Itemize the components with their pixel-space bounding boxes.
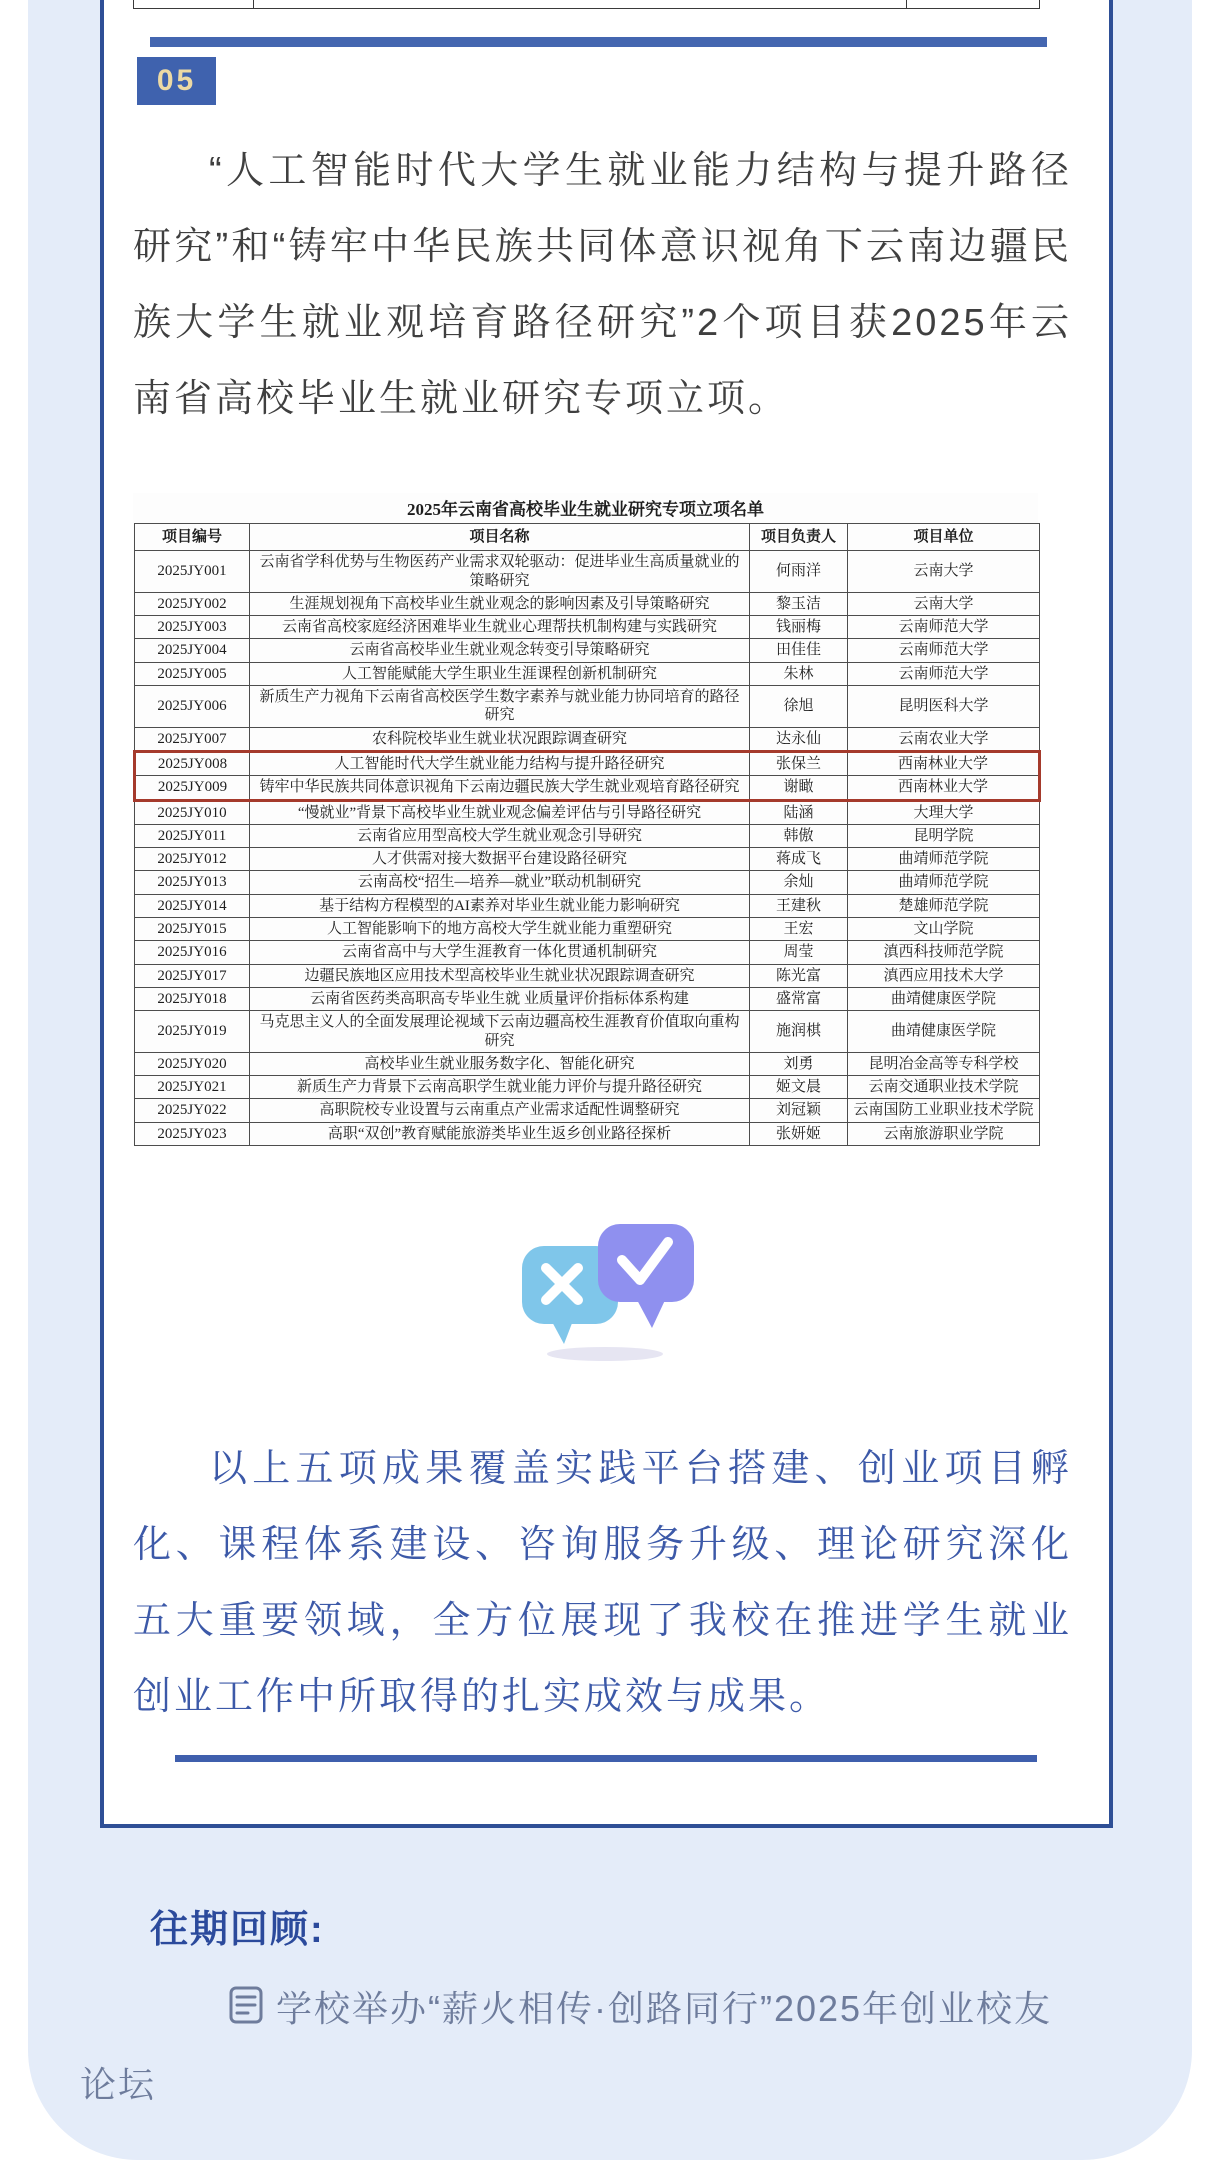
project-id-cell: 2025JY023 (135, 1122, 250, 1145)
project-org-cell: 滇西科技师范学院 (848, 941, 1040, 964)
document-icon (154, 1977, 264, 2049)
project-leader-cell: 达永仙 (750, 727, 848, 751)
project-org-cell: 西南林业大学 (848, 776, 1040, 800)
project-org-cell: 曲靖健康医学院 (848, 1011, 1040, 1053)
project-org-cell: 楚雄师范学院 (848, 894, 1040, 917)
project-leader-cell: 周莹 (750, 941, 848, 964)
table-row (135, 639, 1040, 662)
project-name-cell: 农科院校毕业生就业状况跟踪调查研究 (250, 727, 750, 751)
projects-table (133, 523, 1041, 1146)
project-id-cell: 2025JY011 (135, 824, 250, 847)
icon-shadow (547, 1347, 663, 1361)
table-title: 2025年云南省高校毕业生就业研究专项立项名单 (407, 500, 764, 519)
section-number-badge: 05 (137, 57, 216, 105)
project-org-cell: 文山学院 (848, 918, 1040, 941)
project-name-cell: 云南省应用型高校大学生就业观念引导研究 (250, 824, 750, 847)
project-id-cell: 2025JY004 (135, 639, 250, 662)
project-id-cell: 2025JY018 (135, 987, 250, 1010)
project-leader-cell: 张保兰 (750, 751, 848, 775)
project-id-cell: 2025JY013 (135, 871, 250, 894)
project-org-cell: 滇西应用技术大学 (848, 964, 1040, 987)
project-name-cell: 云南省高校毕业生就业观念转变引导策略研究 (250, 639, 750, 662)
table-row (135, 918, 1040, 941)
project-leader-cell: 刘勇 (750, 1052, 848, 1075)
column-header: 项目单位 (848, 524, 1040, 551)
table-row (135, 686, 1040, 728)
table-row (135, 1011, 1040, 1053)
project-name-cell: 基于结构方程模型的AI素养对毕业生就业能力影响研究 (250, 894, 750, 917)
project-org-cell: 昆明学院 (848, 824, 1040, 847)
table-row (135, 964, 1040, 987)
project-org-cell: 昆明医科大学 (848, 686, 1040, 728)
table-row (135, 592, 1040, 615)
project-name-cell: 人工智能影响下的地方高校大学生就业能力重塑研究 (250, 918, 750, 941)
project-org-cell: 云南农业大学 (848, 727, 1040, 751)
previous-table-remnant (133, 0, 1040, 9)
project-id-cell: 2025JY020 (135, 1052, 250, 1075)
project-org-cell: 大理大学 (848, 800, 1040, 824)
content-card (100, 0, 1113, 1828)
project-leader-cell: 陆涵 (750, 800, 848, 824)
project-id-cell: 2025JY021 (135, 1076, 250, 1099)
table-row (135, 1052, 1040, 1075)
project-leader-cell: 王宏 (750, 918, 848, 941)
project-name-cell: 高职院校专业设置与云南重点产业需求适配性调整研究 (250, 1099, 750, 1122)
previous-posts-heading: 往期回顾: (150, 1909, 325, 1952)
project-org-cell: 云南师范大学 (848, 616, 1040, 639)
project-org-cell: 曲靖师范学院 (848, 848, 1040, 871)
project-leader-cell: 韩傲 (750, 824, 848, 847)
project-leader-cell: 王建秋 (750, 894, 848, 917)
project-org-cell: 昆明冶金高等专科学校 (848, 1052, 1040, 1075)
previous-post-link[interactable] (80, 1973, 1065, 2121)
previous-posts-section (28, 1828, 1192, 2121)
projects-table-image (133, 493, 1038, 1146)
project-leader-cell: 盛常富 (750, 987, 848, 1010)
project-org-cell: 云南师范大学 (848, 662, 1040, 685)
project-leader-cell: 余灿 (750, 871, 848, 894)
table-row (135, 727, 1040, 751)
project-org-cell: 云南国防工业职业技术学院 (848, 1099, 1040, 1122)
project-id-cell: 2025JY010 (135, 800, 250, 824)
table-row (135, 751, 1040, 775)
project-id-cell: 2025JY017 (135, 964, 250, 987)
project-org-cell: 曲靖师范学院 (848, 871, 1040, 894)
project-name-cell: 云南省高校家庭经济困难毕业生就业心理帮扶机制构建与实践研究 (250, 616, 750, 639)
table-row (135, 941, 1040, 964)
project-leader-cell: 徐旭 (750, 686, 848, 728)
project-leader-cell: 田佳佳 (750, 639, 848, 662)
table-row (135, 776, 1040, 800)
project-id-cell: 2025JY015 (135, 918, 250, 941)
table-row (135, 662, 1040, 685)
project-org-cell: 云南大学 (848, 551, 1040, 593)
table-row (135, 824, 1040, 847)
project-name-cell: 生涯规划视角下高校毕业生就业观念的影响因素及引导策略研究 (250, 592, 750, 615)
project-name-cell: 高职“双创”教育赋能旅游类毕业生返乡创业路径探析 (250, 1122, 750, 1145)
project-leader-cell: 刘冠颖 (750, 1099, 848, 1122)
project-id-cell: 2025JY019 (135, 1011, 250, 1053)
project-id-cell: 2025JY007 (135, 727, 250, 751)
project-leader-cell: 陈光富 (750, 964, 848, 987)
project-name-cell: 云南省医药类高职高专毕业生就 业质量评价指标体系构建 (250, 987, 750, 1010)
table-row (135, 987, 1040, 1010)
project-id-cell: 2025JY005 (135, 662, 250, 685)
project-id-cell: 2025JY002 (135, 592, 250, 615)
project-id-cell: 2025JY001 (135, 551, 250, 593)
previous-post-link-text: 学校举办“薪火相传·创路同行”2025年创业校友论坛 (80, 1988, 1053, 2106)
table-row (135, 1099, 1040, 1122)
project-leader-cell: 蒋成飞 (750, 848, 848, 871)
project-org-cell: 云南师范大学 (848, 639, 1040, 662)
table-row (135, 1076, 1040, 1099)
project-org-cell: 云南大学 (848, 592, 1040, 615)
project-leader-cell: 施润棋 (750, 1011, 848, 1053)
column-header: 项目编号 (135, 524, 250, 551)
project-name-cell: 新质生产力视角下云南省高校医学生数字素养与就业能力协同培育的路径研究 (250, 686, 750, 728)
column-header: 项目名称 (250, 524, 750, 551)
section-divider-bar (150, 37, 1047, 47)
project-name-cell: 人工智能时代大学生就业能力结构与提升路径研究 (250, 751, 750, 775)
project-leader-cell: 张妍姬 (750, 1122, 848, 1145)
table-header-row (135, 524, 1040, 551)
project-org-cell: 西南林业大学 (848, 751, 1040, 775)
project-id-cell: 2025JY014 (135, 894, 250, 917)
bottom-divider-bar (175, 1755, 1037, 1762)
intro-paragraph: “人工智能时代大学生就业能力结构与提升路径研究”和“铸牢中华民族共同体意识视角下云南边疆民族大学生就业观培育路径研究”2个项目获2025年云南省高校毕业生就业研究专项立项。 (133, 150, 1072, 420)
project-org-cell: 曲靖健康医学院 (848, 987, 1040, 1010)
table-row (135, 616, 1040, 639)
project-id-cell: 2025JY016 (135, 941, 250, 964)
table-row (135, 894, 1040, 917)
project-name-cell: 高校毕业生就业服务数字化、智能化研究 (250, 1052, 750, 1075)
project-id-cell: 2025JY009 (135, 776, 250, 800)
project-leader-cell: 谢瞰 (750, 776, 848, 800)
table-row (135, 800, 1040, 824)
project-name-cell: 铸牢中华民族共同体意识视角下云南边疆民族大学生就业观培育路径研究 (250, 776, 750, 800)
project-leader-cell: 黎玉洁 (750, 592, 848, 615)
table-row (135, 848, 1040, 871)
project-leader-cell: 钱丽梅 (750, 616, 848, 639)
project-id-cell: 2025JY006 (135, 686, 250, 728)
table-row (135, 1122, 1040, 1145)
project-leader-cell: 何雨洋 (750, 551, 848, 593)
project-name-cell: 云南省学科优势与生物医药产业需求双轮驱动：促进毕业生高质量就业的策略研究 (250, 551, 750, 593)
chat-bubbles-illustration (133, 1196, 1080, 1369)
project-name-cell: 人工智能赋能大学生职业生涯课程创新机制研究 (250, 662, 750, 685)
project-name-cell: 边疆民族地区应用技术型高校毕业生就业状况跟踪调查研究 (250, 964, 750, 987)
project-leader-cell: 姬文晨 (750, 1076, 848, 1099)
project-id-cell: 2025JY022 (135, 1099, 250, 1122)
project-id-cell: 2025JY003 (135, 616, 250, 639)
table-row (135, 551, 1040, 593)
project-name-cell: “慢就业”背景下高校毕业生就业观念偏差评估与引导路径研究 (250, 800, 750, 824)
article-panel (28, 0, 1192, 2160)
table-row (135, 871, 1040, 894)
project-id-cell: 2025JY012 (135, 848, 250, 871)
project-id-cell: 2025JY008 (135, 751, 250, 775)
column-header: 项目负责人 (750, 524, 848, 551)
project-name-cell: 人才供需对接大数据平台建设路径研究 (250, 848, 750, 871)
outro-paragraph: 以上五项成果覆盖实践平台搭建、创业项目孵化、课程体系建设、咨询服务升级、理论研究深化五大重要领域，全方位展现了我校在推进学生就业创业工作中所取得的扎实成效与成果。 (133, 1448, 1072, 1719)
project-name-cell: 马克思主义人的全面发展理论视域下云南边疆高校生涯教育价值取向重构研究 (250, 1011, 750, 1053)
project-leader-cell: 朱林 (750, 662, 848, 685)
project-name-cell: 云南高校“招生—培养—就业”联动机制研究 (250, 871, 750, 894)
project-org-cell: 云南交通职业技术学院 (848, 1076, 1040, 1099)
project-org-cell: 云南旅游职业学院 (848, 1122, 1040, 1145)
project-name-cell: 云南省高中与大学生涯教育一体化贯通机制研究 (250, 941, 750, 964)
project-name-cell: 新质生产力背景下云南高职学生就业能力评价与提升路径研究 (250, 1076, 750, 1099)
